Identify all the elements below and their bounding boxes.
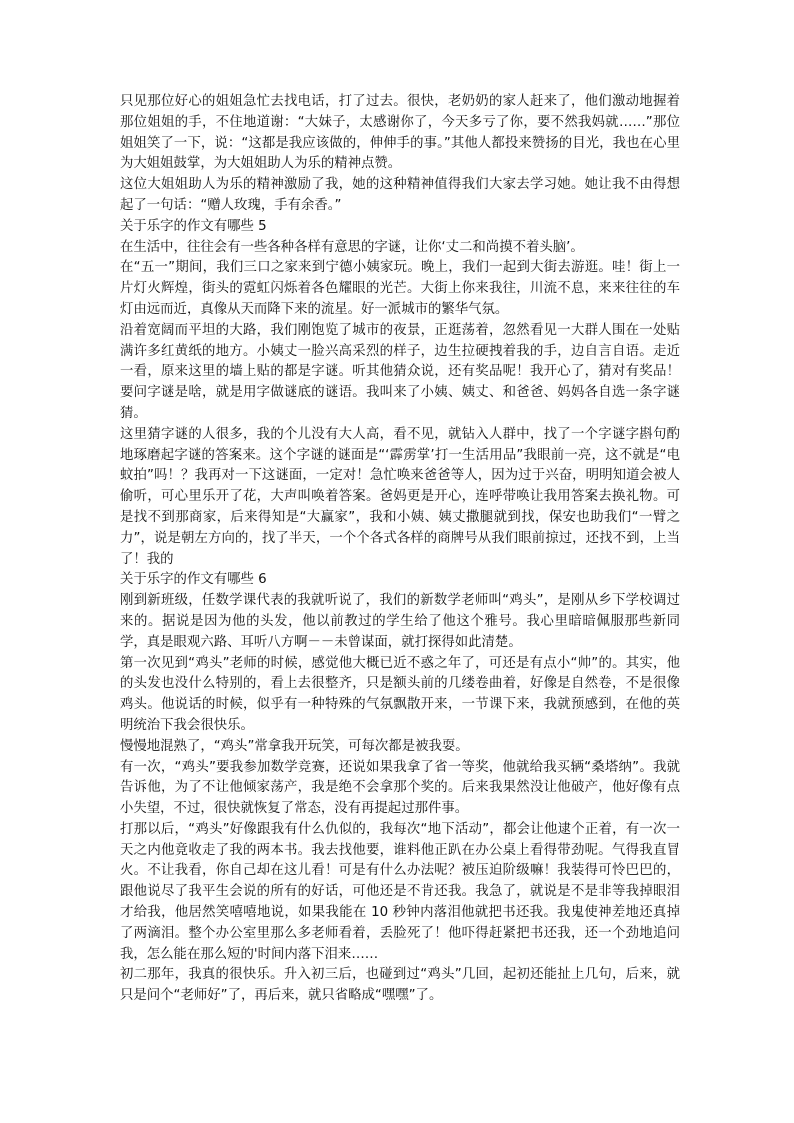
section-heading-6: 关于乐字的作文有哪些 6 <box>120 572 267 588</box>
paragraph-3: 在生活中，往往会有一些各种各样有意思的字谜，让你‘丈二和尚摸不着头脑’。 <box>120 239 584 255</box>
paragraph-6: 这里猜字谜的人很多，我的个儿没有大人高，看不见，就钻入人群中，找了一个字谜字斟句酌地琢磨起字谜的答案来。这个字谜的谜面是“‘霹雳掌’打一生活用品”我眼前一亮，这不就是“电蚊拍”吗！？我再对一下这谜面，一定对！急忙唤来爸爸等人，因为过于兴奋，明明知道会被人偷听，可心里乐开了花，大声叫唤着答案。爸妈更是开心，连呼带唤让我用答案去换礼物。可是找不到那商家，后来得知是“大赢家”，我和小姨、姨丈撒腿就到找，保安也助我们“一臂之力”，说是朝左方向的，找了半天，一个个各式各样的商牌号从我们眼前掠过，还找不到，上当了！我的 <box>120 426 680 567</box>
paragraph-7: 刚到新班级，任数学课代表的我就听说了，我们的新数学老师叫“鸡头”，是刚从乡下学校调过来的。据说是因为他的头发，他以前教过的学生给了他这个雅号。我心里暗暗佩服那些新同学，真是眼观六路、耳听八方啊－－未曾谋面，就打探得如此清楚。 <box>120 593 680 650</box>
paragraph-8: 第一次见到“鸡头”老师的时候，感觉他大概已近不惑之年了，可还是有点小“帅”的。其实，他的头发也没什么特别的，看上去很整齐，只是额头前的几缕卷曲着，好像是自然卷，不是很像鸡头。他说话的时候，似乎有一种特殊的气氛飘散开来，一节课下来，我就预感到，在他的英明统治下我会很快乐。 <box>120 655 680 733</box>
paragraph-1: 只见那位好心的姐姐急忙去找电话，打了过去。很快，老奶奶的家人赶来了，他们激动地握着那位姐姐的手，不住地道谢：“大妹子，太感谢你了，今天多亏了你，要不然我妈就……”那位姐姐笑了一下，说：“这都是我应该做的，伸伸手的事。”其他人都投来赞扬的目光，我也在心里为大姐姐鼓掌，为大姐姐助人为乐的精神点赞。 <box>120 94 680 172</box>
paragraph-10: 有一次，“鸡头”要我参加数学竞赛，还说如果我拿了省一等奖，他就给我买辆“桑塔纳”。我就告诉他，为了不让他倾家荡产，我是绝不会拿那个奖的。后来我果然没让他破产，他好像有点小失望，不过，很快就恢复了常态，没有再提起过那件事。 <box>120 759 680 817</box>
paragraph-5: 沿着宽阔而平坦的大路，我们刚饱览了城市的夜景，正逛荡着，忽然看见一大群人围在一处贴满许多红黄纸的地方。小姨丈一脸兴高采烈的样子，边生拉硬拽着我的手，边自言自语。走近一看，原来这里的墙上贴的都是字谜。听其他猜众说，还有奖品呢！我开心了，猜对有奖品！要问字谜是啥，就是用字做谜底的谜语。我叫来了小姨、姨丈、和爸爸、妈妈各自选一条字谜猜。 <box>120 322 680 421</box>
paragraph-2: 这位大姐姐助人为乐的精神激励了我，她的这种精神值得我们大家去学习她。她让我不由得想起了一句话：“赠人玫瑰，手有余香。” <box>120 177 680 213</box>
paragraph-4: 在“五一”期间，我们三口之家来到宁德小姨家玩。晚上，我们一起到大街去游逛。哇！街上一片灯火辉煌，街头的霓虹闪烁着各色耀眼的光芒。大街上你来我往，川流不息，来来往往的车灯由远而近，真像从天而降下来的流星。好一派城市的繁华气氛。 <box>120 260 680 317</box>
paragraph-12: 初二那年，我真的很快乐。升入初三后，也碰到过“鸡头”几回，起初还能扯上几句，后来，就只是问个“老师好”了，再后来，就只省略成“嘿嘿”了。 <box>120 967 680 1004</box>
document-body <box>120 92 680 1007</box>
paragraph-11: 打那以后，“鸡头”好像跟我有什么仇似的，我每次“地下活动”，都会让他逮个正着，有一次一天之内他竟收走了我的两本书。我去找他要，谁料他正趴在办公桌上看得带劲呢。气得我直冒火。不让我看，你自己却在这儿看！可是有什么办法呢？被压迫阶级嘛！我装得可怜巴巴的，跟他说尽了我平生会说的所有的好话，可他还是不肯还我。我急了，就说是不是非等我掉眼泪才给我，他居然笑嘻嘻地说，如果我能在 10 秒钟内落泪他就把书还我。我鬼使神差地还真掉了两滴泪。整个办公室里那么多老师看着，丢脸死了！他吓得赶紧把书还我，还一个劲地追问我，怎么能在那么短的'时间内落下泪来…… <box>120 821 680 962</box>
paragraph-9: 慢慢地混熟了，“鸡头”常拿我开玩笑，可每次都是被我耍。 <box>120 738 469 754</box>
section-heading-5: 关于乐字的作文有哪些 5 <box>120 218 267 234</box>
